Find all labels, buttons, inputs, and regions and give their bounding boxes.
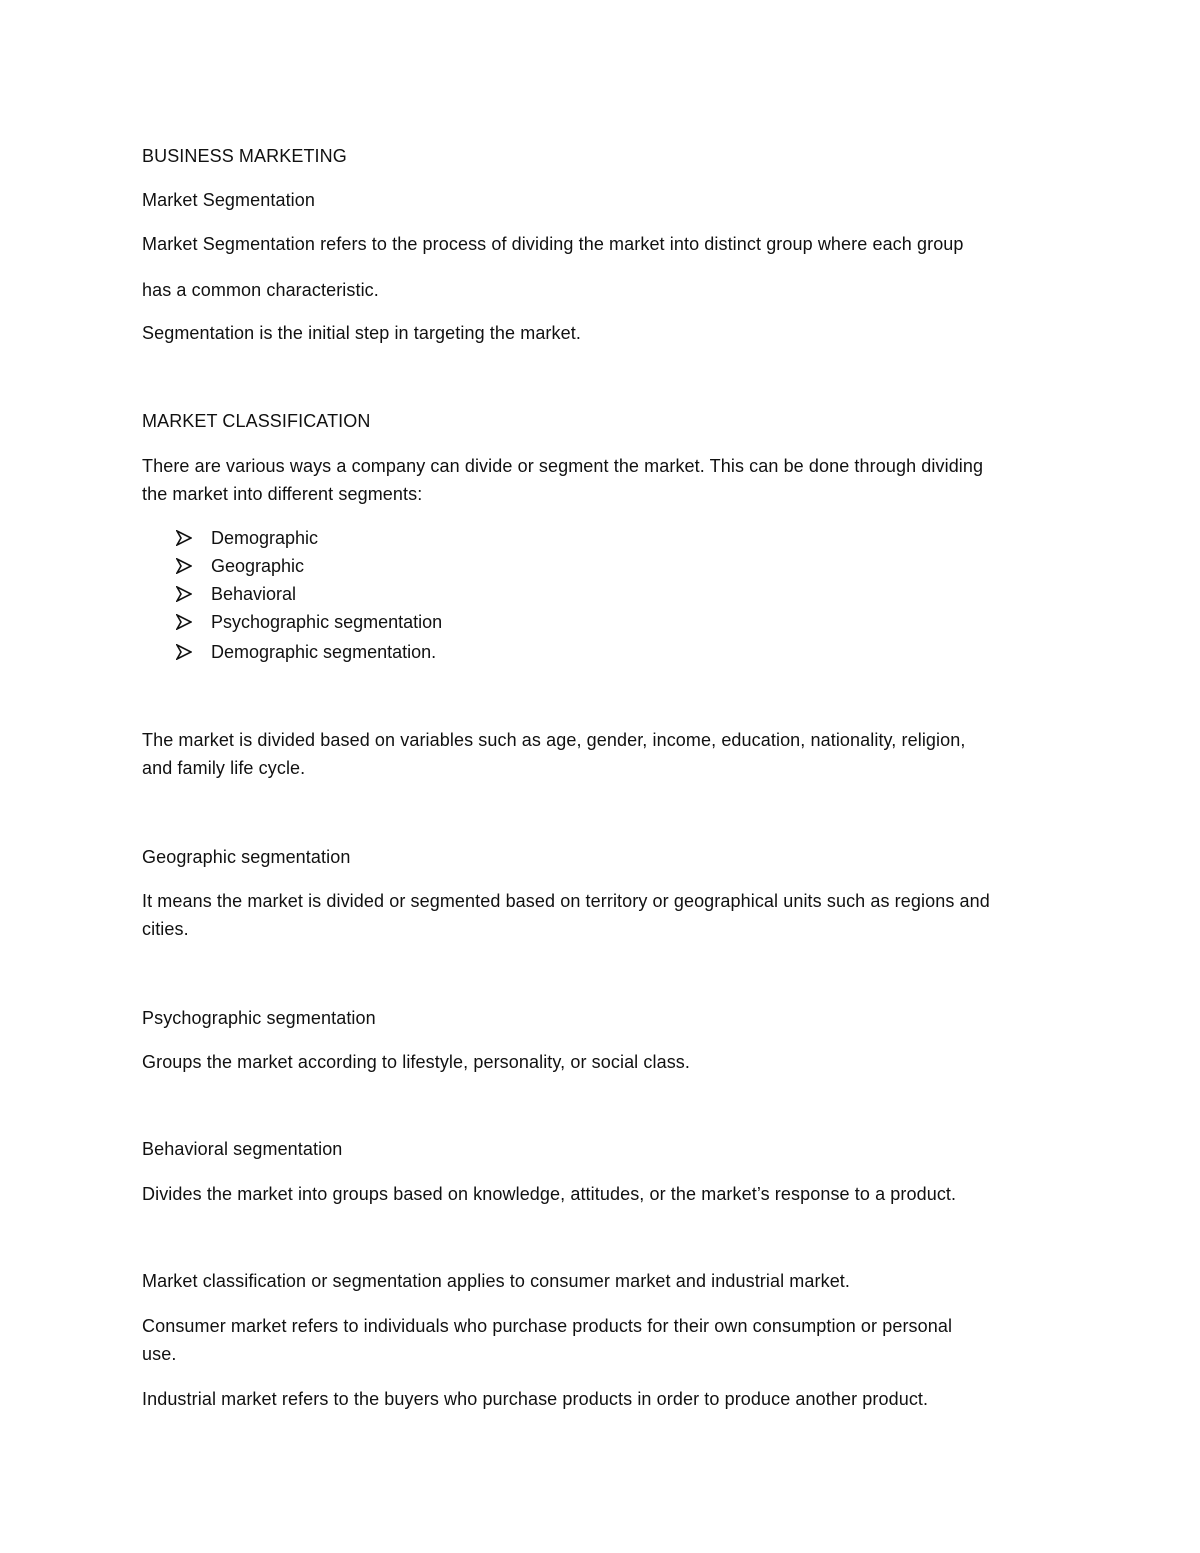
list-item-label: Demographic segmentation. [211, 642, 437, 662]
paragraph-line: and family life cycle. [142, 758, 306, 778]
paragraph-line: The market is divided based on variables such as age, gender, income, education, nationality, religion, [142, 730, 966, 750]
paragraph-line: Industrial market refers to the buyers who purchase products in order to produce another product. [142, 1389, 929, 1409]
list-item-label: Behavioral [211, 584, 297, 604]
paragraph-line: Market Segmentation refers to the process of dividing the market into distinct group where each group [142, 234, 964, 254]
paragraph-line: the market into different segments: [142, 484, 423, 504]
paragraph-line: Segmentation is the initial step in targeting the market. [142, 323, 581, 343]
paragraph-line: Groups the market according to lifestyle, personality, or social class. [142, 1052, 690, 1072]
arrowhead-bullet-icon [176, 558, 192, 574]
arrowhead-bullet-icon [176, 614, 192, 630]
paragraph-line: use. [142, 1344, 177, 1364]
paragraph-line: There are various ways a company can divide or segment the market. This can be done through dividing [142, 456, 984, 476]
paragraph-line: has a common characteristic. [142, 280, 379, 300]
paragraph-line: It means the market is divided or segmented based on territory or geographical units such as regions and [142, 891, 990, 911]
document-title: BUSINESS MARKETING [142, 146, 347, 166]
arrowhead-bullet-icon [176, 586, 192, 602]
paragraph-line: cities. [142, 919, 189, 939]
arrowhead-bullet-icon [176, 530, 192, 546]
list-item-label: Psychographic segmentation [211, 612, 443, 632]
paragraph-line: Divides the market into groups based on knowledge, attitudes, or the market’s response to a product. [142, 1184, 957, 1204]
section-heading-geographic: Geographic segmentation [142, 847, 351, 867]
paragraph-line: Market classification or segmentation applies to consumer market and industrial market. [142, 1271, 851, 1291]
list-item-label: Geographic [211, 556, 305, 576]
list-item-label: Demographic [211, 528, 319, 548]
paragraph-line: Consumer market refers to individuals who purchase products for their own consumption or personal [142, 1316, 953, 1336]
section-heading-behavioral: Behavioral segmentation [142, 1139, 343, 1159]
arrowhead-bullet-icon [176, 644, 192, 660]
section-heading-market-classification: MARKET CLASSIFICATION [142, 411, 371, 431]
section-heading-market-segmentation: Market Segmentation [142, 190, 315, 210]
section-heading-psychographic: Psychographic segmentation [142, 1008, 376, 1028]
